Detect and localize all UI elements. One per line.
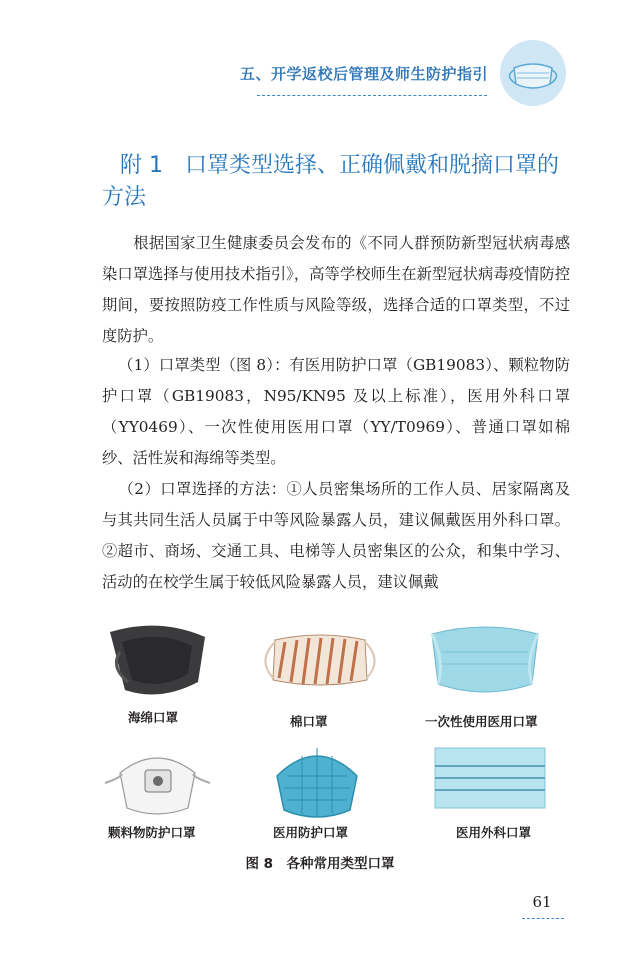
- caption-cotton-mask: 棉口罩: [290, 714, 328, 729]
- sponge-mask-icon: [100, 612, 220, 702]
- caption-medical-protective-mask: 医用防护口罩: [273, 825, 349, 840]
- mask-badge-icon: [500, 40, 566, 106]
- cotton-mask-icon: [255, 630, 385, 696]
- medical-protective-mask-icon: [262, 736, 372, 820]
- intro-paragraph-text: 根据国家卫生健康委员会发布的《不同人群预防新型冠状病毒感染口罩选择与使用技术指引》，高等学校师生在新型冠状病毒疫情防控期间，要按照防疫工作性质与风险等级，选择合适的口罩类型，不过度防护。: [102, 234, 570, 345]
- mask-selection-paragraph-text: （2）口罩选择的方法：①人员密集场所的工作人员、居家隔离及与其共同生活人员属于中等风险暴露人员，建议佩戴医用外科口罩。②超市、商场、交通工具、电梯等人员密集区的公众，和集中学习、活动的在校学生属于较低风险暴露人员，建议佩戴: [102, 480, 570, 591]
- page-number: 61: [532, 893, 552, 911]
- section-number: 附 1: [120, 153, 163, 178]
- disposable-medical-mask-icon: [420, 612, 550, 702]
- mask-selection-paragraph: [102, 474, 570, 598]
- running-header: 五、开学返校后管理及师生防护指引: [239, 65, 488, 83]
- surgical-mask-icon: [425, 740, 555, 816]
- figure-caption: 图 8 各种常用类型口罩: [245, 856, 395, 872]
- mask-types-paragraph: [102, 350, 570, 474]
- caption-sponge-mask: 海绵口罩: [128, 710, 179, 725]
- header-divider: [257, 95, 487, 96]
- section-title-text: 口罩类型选择、正确佩戴和脱摘口罩的方法: [102, 153, 560, 210]
- caption-surgical-mask: 医用外科口罩: [456, 825, 532, 840]
- caption-particulate-respirator: 颗料物防护口罩: [108, 825, 196, 840]
- section-title: [102, 150, 572, 214]
- caption-disposable-medical-mask: 一次性使用医用口罩: [425, 714, 538, 729]
- page-number-divider: [522, 918, 564, 919]
- intro-paragraph: [102, 228, 570, 352]
- mask-types-paragraph-text: （1）口罩类型（图 8）：有医用防护口罩（GB19083）、颗粒物防护口罩（GB19083，N95/KN95 及以上标准），医用外科口罩（YY0469）、一次性使用医用口罩（YY/T0969）、普通口罩如棉纱、活性炭和海绵等类型。: [102, 356, 570, 467]
- particulate-respirator-icon: [100, 738, 215, 818]
